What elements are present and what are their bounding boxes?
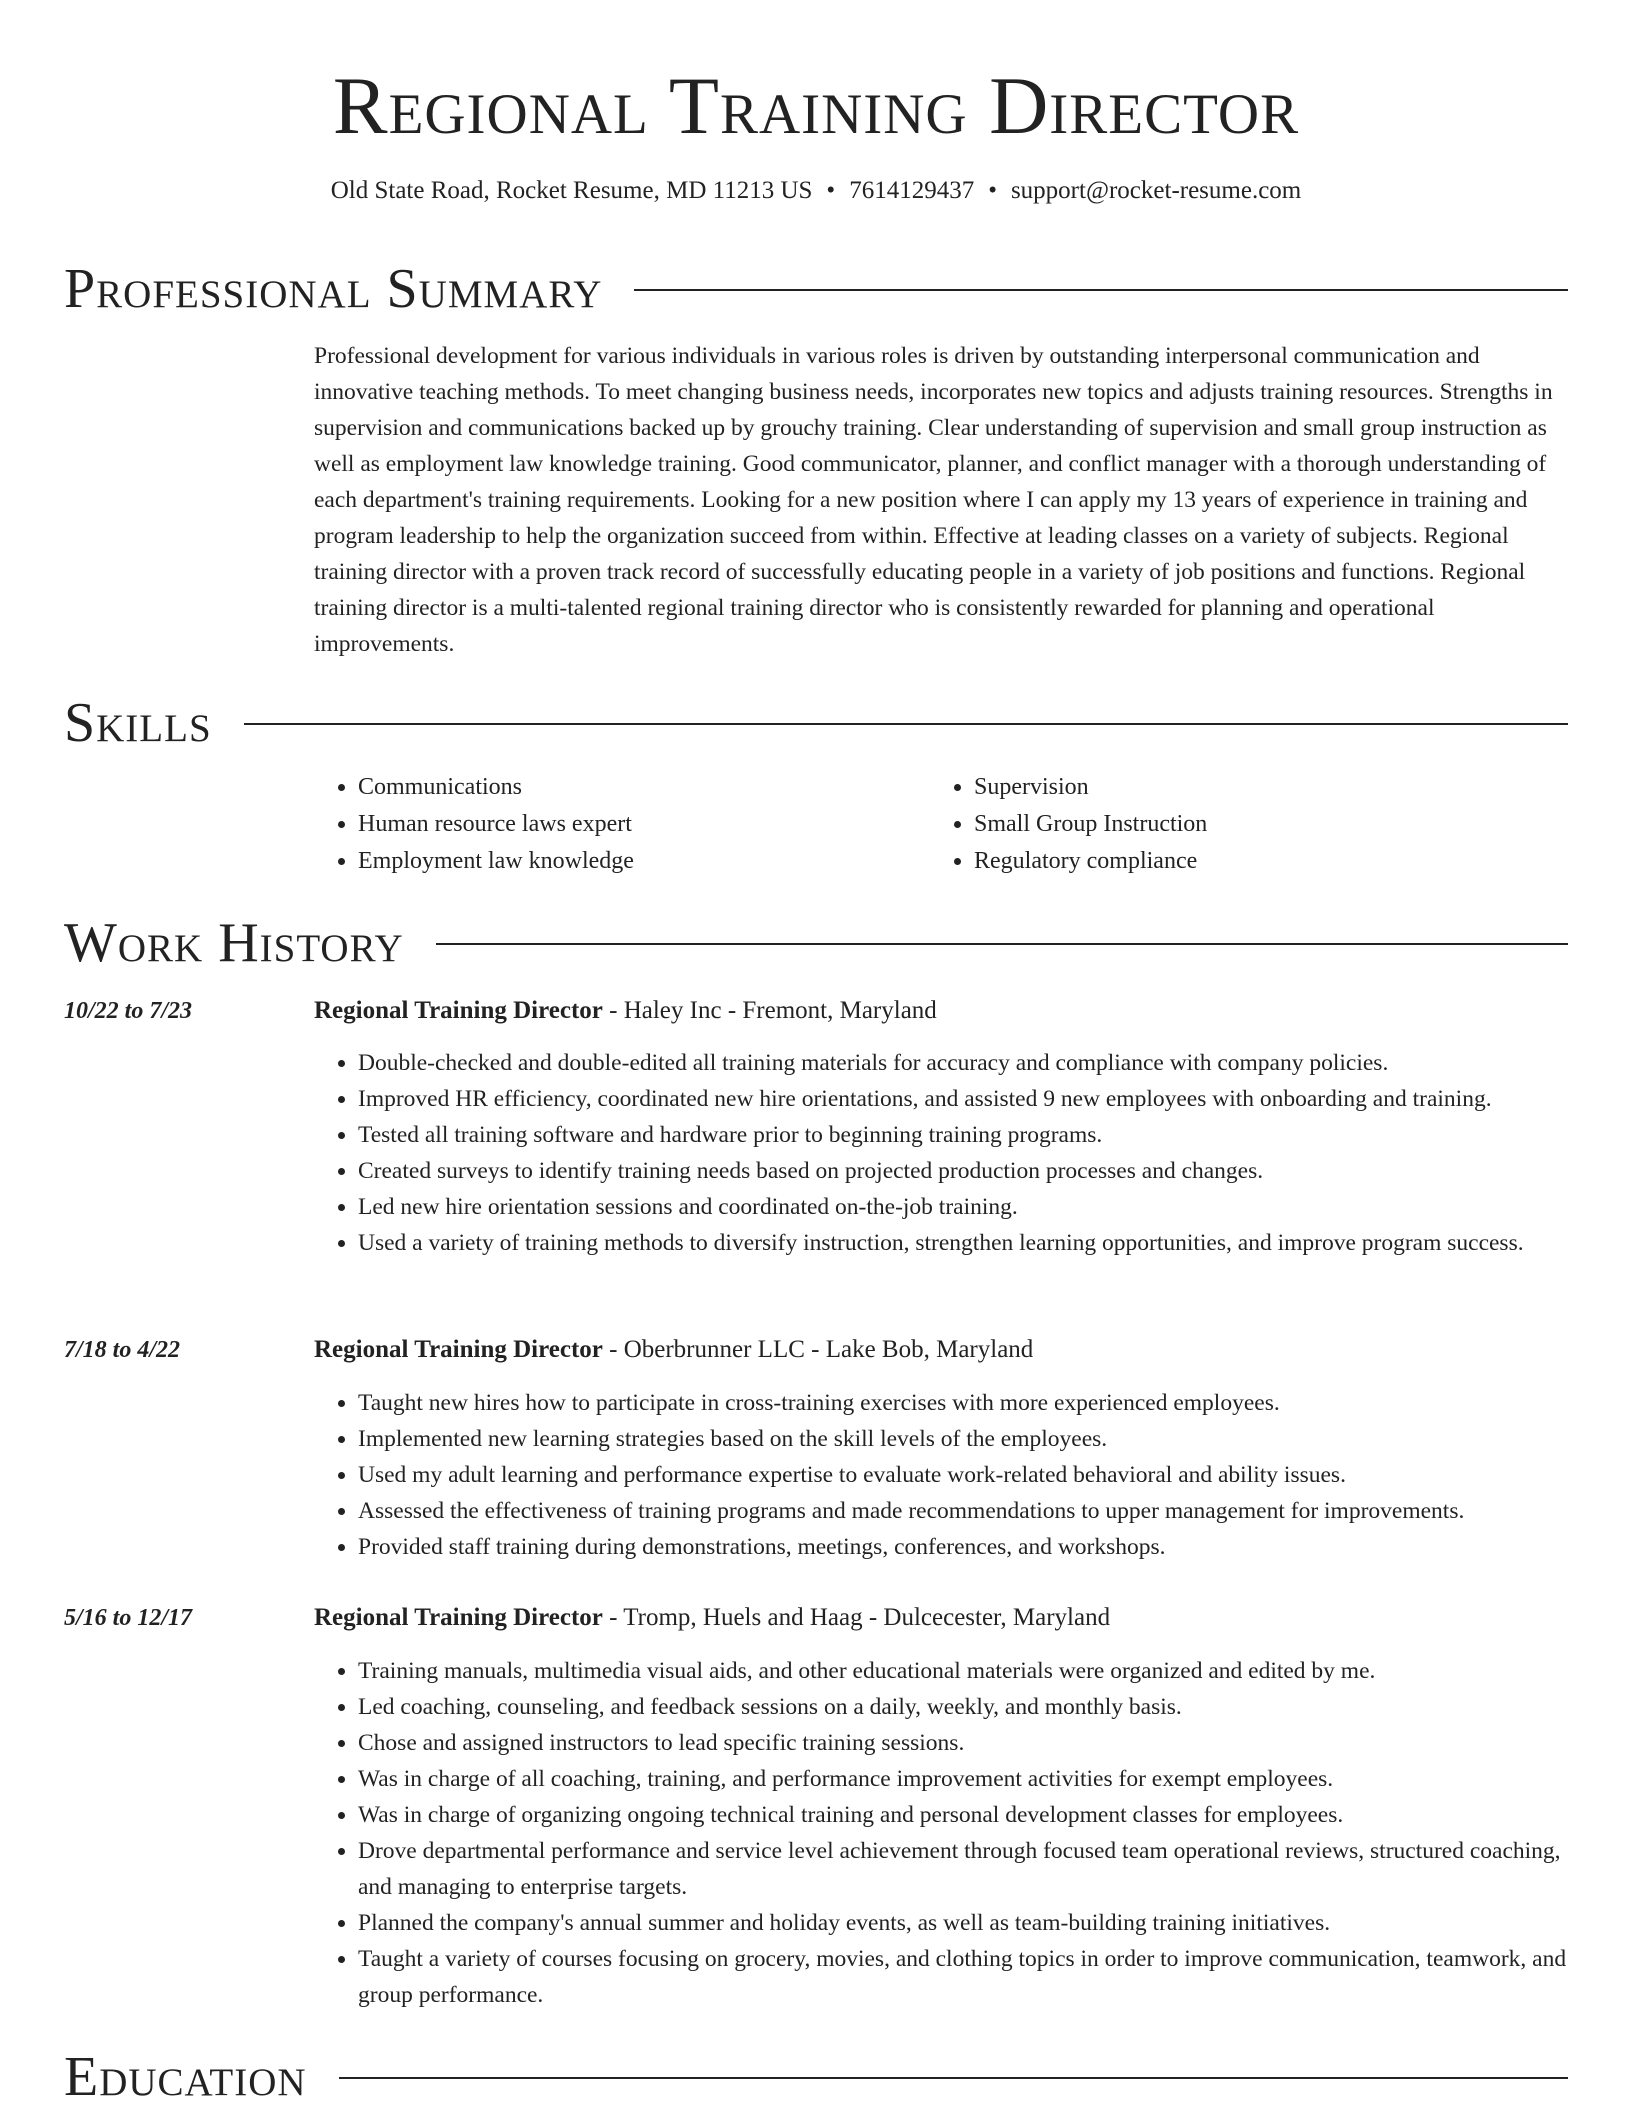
skill-item: • Employment law knowledge	[358, 843, 930, 880]
job-title: Regional Training Director	[314, 1336, 603, 1363]
job-bullet: • Used my adult learning and performance expertise to evaluate work-related behavioral and ability issues.	[358, 1457, 1568, 1493]
contact-separator: •	[988, 177, 997, 204]
job-bullet: • Was in charge of all coaching, training, and performance improvement activities for exempt employees.	[358, 1761, 1568, 1797]
job-heading	[314, 1334, 1568, 1366]
contact-address: Old State Road, Rocket Resume, MD 11213 US	[330, 177, 813, 204]
job-bullet: • Provided staff training during demonstrations, meetings, conferences, and workshops.	[358, 1529, 1568, 1565]
section-title-summary: Professional Summary	[64, 258, 603, 320]
section-divider	[244, 723, 1568, 725]
section-title-education: Education	[64, 2046, 307, 2108]
job-date: 7/18 to 4/22	[64, 1337, 181, 1363]
job-bullet: • Led coaching, counseling, and feedback sessions on a daily, weekly, and monthly basis.	[358, 1689, 1568, 1725]
job-bullet: • Chose and assigned instructors to lead specific training sessions.	[358, 1725, 1568, 1761]
job-heading	[314, 1602, 1568, 1634]
contact-email: support@rocket-resume.com	[1010, 177, 1302, 204]
job-company: - Tromp, Huels and Haag - Dulcecester, Maryland	[602, 1604, 1111, 1631]
skill-item: • Small Group Instruction	[974, 806, 1546, 843]
section-header-skills	[64, 690, 1568, 756]
section-title-skills: Skills	[64, 692, 212, 754]
job-company: - Haley Inc - Fremont, Maryland	[602, 997, 937, 1024]
contact-separator: •	[826, 177, 836, 204]
skill-item: • Communications	[358, 769, 930, 806]
skill-item: • Human resource laws expert	[358, 806, 930, 843]
section-header-summary	[64, 256, 1568, 322]
job-title: Regional Training Director	[314, 997, 603, 1024]
job-bullet: • Double-checked and double-edited all training materials for accuracy and compliance with company policies.	[358, 1045, 1568, 1081]
job-title: Regional Training Director	[314, 1604, 603, 1631]
job-heading	[314, 995, 1568, 1027]
job-bullet: • Planned the company's annual summer and holiday events, as well as team-building training initiatives.	[358, 1905, 1568, 1941]
skills-column-right	[930, 769, 1546, 880]
job-bullet: • Training manuals, multimedia visual aids, and other educational materials were organized and edited by me.	[358, 1653, 1568, 1689]
section-divider	[339, 2077, 1568, 2079]
job-bullet: • Was in charge of organizing ongoing technical training and personal development classes for employees.	[358, 1797, 1568, 1833]
section-header-work-history	[64, 910, 1568, 976]
job-bullet-list	[314, 1045, 1568, 1261]
job-bullet: • Improved HR efficiency, coordinated new hire orientations, and assisted 9 new employees with onboarding and training.	[358, 1081, 1568, 1117]
job-company: - Oberbrunner LLC - Lake Bob, Maryland	[602, 1336, 1034, 1363]
job-bullet-list	[314, 1653, 1568, 2013]
job-bullet: • Taught a variety of courses focusing on grocery, movies, and clothing topics in order to improve communication, teamwork, and group performance.	[358, 1941, 1568, 2013]
contact-line	[0, 176, 1632, 206]
job-bullet: • Led new hire orientation sessions and coordinated on-the-job training.	[358, 1189, 1568, 1225]
job-date: 10/22 to 7/23	[64, 998, 193, 1024]
section-divider	[436, 943, 1568, 945]
job-bullet: • Tested all training software and hardware prior to beginning training programs.	[358, 1117, 1568, 1153]
section-divider	[634, 289, 1568, 291]
section-title-work-history: Work History	[64, 912, 404, 974]
resume-name: Regional Training Director	[332, 60, 1300, 151]
job-bullet: • Implemented new learning strategies based on the skill levels of the employees.	[358, 1421, 1568, 1457]
job-bullet: • Drove departmental performance and service level achievement through focused team operational reviews, structured coaching, and managing to enterprise targets.	[358, 1833, 1568, 1905]
contact-phone: 7614129437	[849, 177, 975, 204]
summary-text: Professional development for various individuals in various roles is driven by outstanding interpersonal communication and innovative teaching methods. To meet changing business needs, incorporates new topics and adjusts training resources. Strengths in supervision and communications backed up by grouchy training. Clear understanding of supervision and small group instruction as well as employment law knowledge training. Good communicator, planner, and conflict manager with a thorough understanding of each department's training requirements. Looking for a new position where I can apply my 13 years of experience in training and program leadership to help the organization succeed from within. Effective at leading classes on a variety of subjects. Regional training director with a proven track record of successfully educating people in a variety of job positions and functions. Regional training director is a multi-talented regional training director who is consistently rewarded for planning and operational improvements.	[314, 343, 1553, 657]
skills-column-left	[314, 769, 930, 880]
section-header-education	[64, 2044, 1568, 2110]
job-bullet: • Used a variety of training methods to diversify instruction, strengthen learning opportunities, and improve program success.	[358, 1225, 1568, 1261]
job-bullet: • Created surveys to identify training needs based on projected production processes and changes.	[358, 1153, 1568, 1189]
job-bullet: • Assessed the effectiveness of training programs and made recommendations to upper management for improvements.	[358, 1493, 1568, 1529]
job-bullet-list	[314, 1385, 1568, 1565]
skill-item: • Regulatory compliance	[974, 843, 1546, 880]
job-date: 5/16 to 12/17	[64, 1605, 193, 1631]
skill-item: • Supervision	[974, 769, 1546, 806]
job-bullet: • Taught new hires how to participate in cross-training exercises with more experienced employees.	[358, 1385, 1568, 1421]
skills-list	[314, 769, 1568, 880]
